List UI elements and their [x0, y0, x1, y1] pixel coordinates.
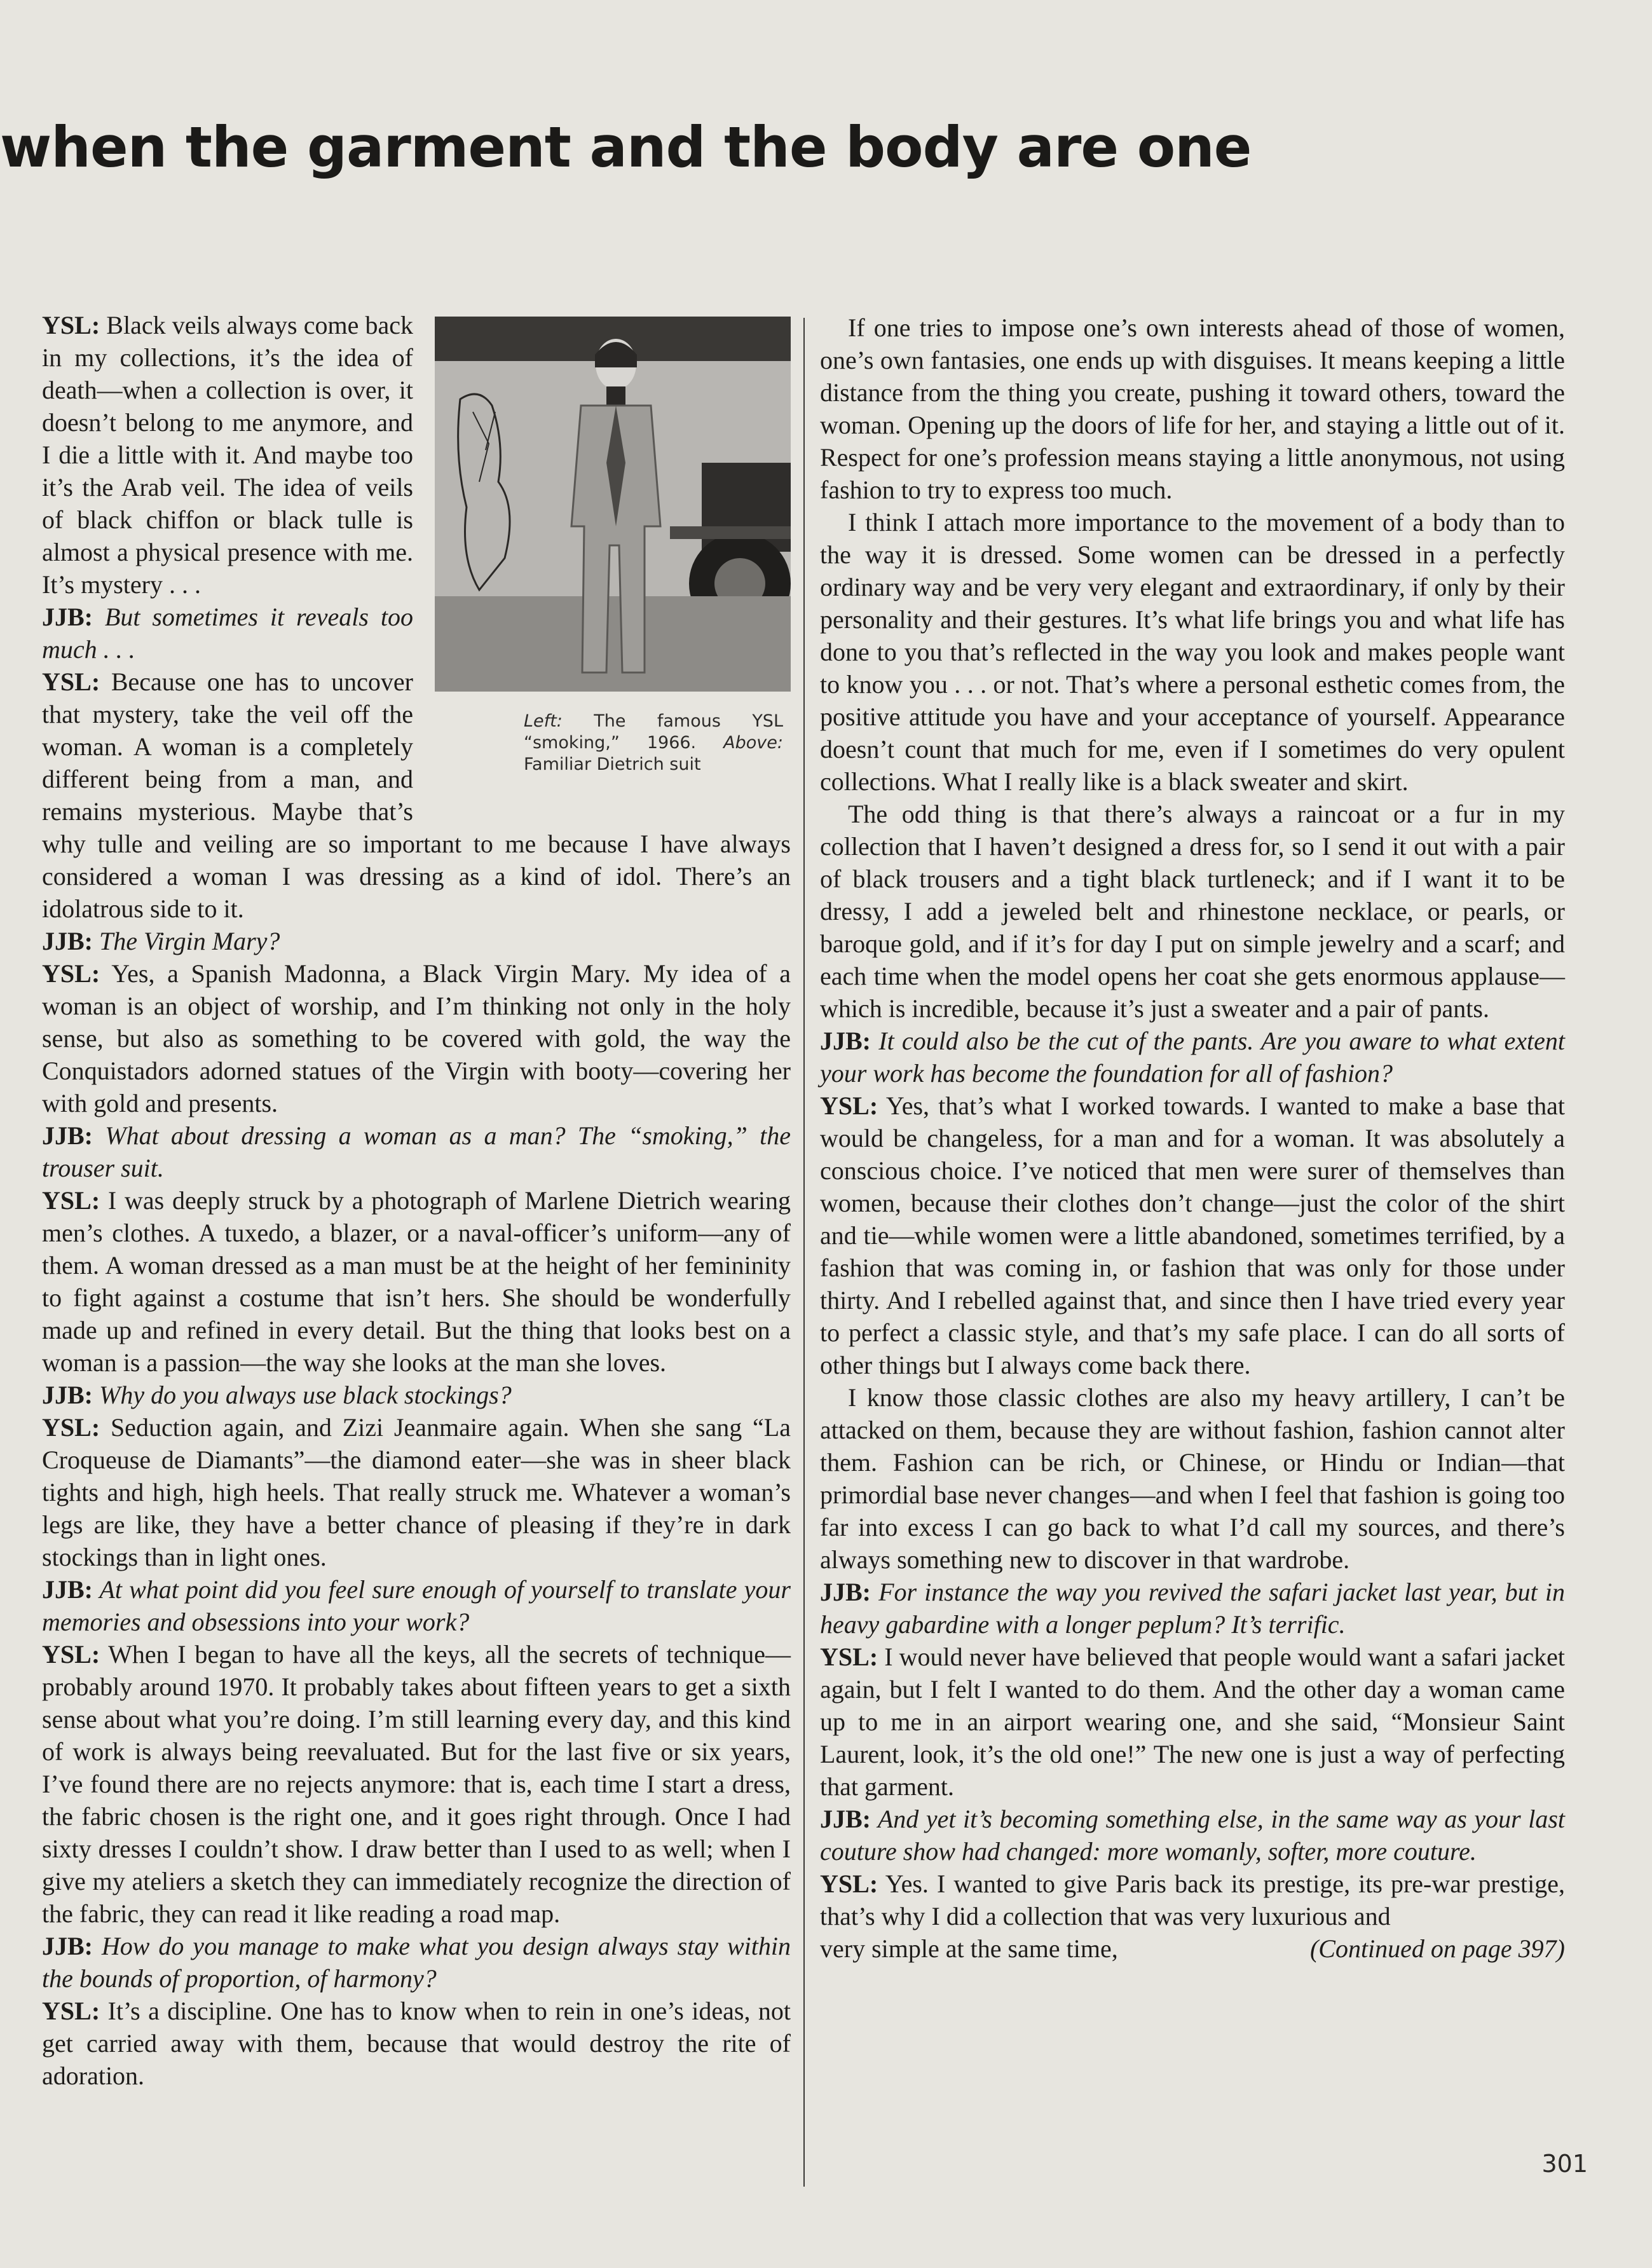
right-column	[820, 311, 1565, 1965]
paragraph	[42, 1184, 791, 1379]
paragraph	[820, 1641, 1565, 1803]
paragraph	[820, 506, 1565, 798]
question-text: At what point did you feel sure enough of yourself to translate your memories and obsessions into your work?	[42, 1575, 791, 1636]
left-column	[42, 309, 791, 2092]
speaker-label: YSL:	[42, 1640, 100, 1669]
speaker-label: YSL:	[42, 1186, 100, 1215]
speaker-label: YSL:	[42, 311, 100, 339]
speaker-label: YSL:	[42, 959, 100, 988]
column-divider	[803, 318, 805, 2187]
question-text: But sometimes it reveals too much . . .	[42, 603, 413, 664]
answer-text: Because one has to uncover that mystery, take the veil off the woman. A woman is a completely different being from a man, and remains mysterious. Maybe that’s why tulle and veiling are so important to me because I have always considered a woman I was dressing as a kind of idol. There’s an idolatrous side to it.	[42, 667, 791, 923]
paragraph	[42, 957, 791, 1119]
paragraph	[42, 1995, 791, 2092]
final-line	[820, 1932, 1565, 1965]
speaker-label: YSL:	[820, 1869, 878, 1898]
paragraph	[42, 925, 791, 957]
question-text: The Virgin Mary?	[93, 927, 280, 955]
speaker-label: JJB:	[42, 1381, 93, 1409]
answer-text: Yes, that’s what I worked towards. I wanted to make a base that would be changeless, for a man and for a woman. It was absolutely a conscious choice. I’ve noticed that men were surer of themselves than women, because their clothes don’t change—just the color of the shirt and tie—while women were a little abandoned, sometimes terrified, by a fashion that was coming in, or fashion that was only for those under thirty. And I rebelled against that, and since then I have tried every year to perfect a classic style, and that’s my safe place. I can do all sorts of other things but I always come back there.	[820, 1091, 1565, 1379]
speaker-label: JJB:	[42, 927, 93, 955]
paragraph	[820, 798, 1565, 1025]
photo-illustration	[435, 317, 791, 692]
speaker-label: JJB:	[820, 1027, 871, 1055]
answer-text: Yes, a Spanish Madonna, a Black Virgin Mary. My idea of a woman is an object of worship, and I’m thinking not only in the holy sense, but also as something to be covered with gold, the way the Conquistadors adorned statues of the Virgin with booty—covering her with gold and presents.	[42, 959, 791, 1117]
answer-text: I was deeply struck by a photograph of Marlene Dietrich wearing men’s clothes. A tuxedo, a blazer, or a naval-officer’s uniform—any of them. A woman dressed as a man must be at the height of her femininity to fight against a costume that isn’t hers. She should be wonderfully made up and refined in every detail. But the thing that looks best on a woman is a passion—the way she looks at the man she loves.	[42, 1186, 791, 1377]
paragraph	[42, 1930, 791, 1995]
question-text: And yet it’s becoming something else, in the same way as your last couture show had changed: more womanly, softer, more couture.	[820, 1805, 1565, 1866]
continued-note: (Continued on page 397)	[1309, 1934, 1565, 1963]
paragraph	[42, 1638, 791, 1930]
paragraph	[820, 1803, 1565, 1868]
answer-text: The odd thing is that there’s always a raincoat or a fur in my collection that I haven’t designed a dress for, so I send it out with a pair of black trousers and a tight black turtleneck; and if I want it to be dressy, I add a jeweled belt and rhinestone necklace, or pearls, or baroque gold, and if it’s for day I put on simple jewelry and a scarf; and each time when the model opens her coat she gets enormous applause—which is incredible, because it’s just a sweater and a pair of pants.	[820, 800, 1565, 1023]
paragraph	[42, 1379, 791, 1411]
question-text: Why do you always use black stockings?	[93, 1381, 512, 1409]
figure	[435, 317, 791, 796]
answer-text: I think I attach more importance to the movement of a body than to the way it is dressed. Some women can be dressed in a perfectly ordinary way and be very very elegant and extraordinary, if only by their personality and their gestures. It’s what life brings you and what life has done to you that’s reflected in the way you look and makes people want to know you . . . or not. That’s where a personal esthetic comes from, the positive attitude you have and your acceptance of yourself. Appearance doesn’t count that much for me, even if I sometimes do very opulent collections. What I really like is a black sweater and skirt.	[820, 508, 1565, 796]
paragraph	[42, 1573, 791, 1638]
paragraph	[820, 1868, 1565, 1932]
paragraph	[820, 1090, 1565, 1381]
question-text: What about dressing a woman as a man? The “smoking,” the trouser suit.	[42, 1121, 791, 1182]
question-text: For instance the way you revived the safari jacket last year, but in heavy gabardine with a longer peplum? It’s terrific.	[820, 1578, 1565, 1639]
speaker-label: JJB:	[42, 1121, 93, 1150]
speaker-label: JJB:	[42, 1575, 93, 1604]
answer-text: Seduction again, and Zizi Jeanmaire again. When she sang “La Croqueuse de Diamants”—the diamond eater—she was in sheer black tights and high, high heels. That really struck me. Whatever a woman’s legs are like, they have a better chance of pleasing if they’re in dark stockings than in light ones.	[42, 1413, 791, 1571]
answer-text: I would never have believed that people would want a safari jacket again, but I felt I wanted to do them. And the other day a woman came up to me in an airport wearing one, and she said, “Monsieur Saint Laurent, look, it’s the old one!” The new one is just a way of perfecting that garment.	[820, 1643, 1565, 1801]
last-line-text: very simple at the same time,	[820, 1934, 1118, 1963]
dietrich-photo	[435, 317, 791, 692]
paragraph	[820, 1576, 1565, 1641]
page-number: 301	[1541, 2150, 1588, 2178]
answer-text: When I began to have all the keys, all the secrets of technique—probably around 1970. It probably takes about fifteen years to get a sixth sense about what you’re doing. I’m still learning every day, and this kind of work is always being reevaluated. But for the last five or six years, I’ve found there are no rejects anymore: that is, each time I start a dress, the fabric chosen is the right one, and it goes right through. Once I had sixty dresses I couldn’t show. I draw better than I used to as well; when I give my ateliers a sketch they can immediately recognize the direction of the fabric, they can read it like reading a road map.	[42, 1640, 791, 1928]
question-text: How do you manage to make what you design always stay within the bounds of proportion, of harmony?	[42, 1932, 791, 1993]
speaker-label: YSL:	[42, 667, 100, 696]
question-text: It could also be the cut of the pants. Are you aware to what extent your work has become the foundation for all of fashion?	[820, 1027, 1565, 1088]
answer-text: Yes. I wanted to give Paris back its prestige, its pre-war prestige, that’s why I did a collection that was very luxurious and	[820, 1869, 1565, 1930]
answer-text: It’s a discipline. One has to know when to rein in one’s ideas, not get carried away with them, because that would destroy the rite of adoration.	[42, 1997, 791, 2090]
paragraph	[820, 1381, 1565, 1576]
headline: when the garment and the body are one	[0, 114, 1252, 180]
speaker-label: YSL:	[820, 1091, 878, 1120]
speaker-label: JJB:	[42, 1932, 93, 1960]
answer-text: I know those classic clothes are also my heavy artillery, I can’t be attacked on them, because they are without fashion, fashion cannot alter them. Fashion can be rich, or Chinese, or Hindu or Indian—that primordial base never changes—and when I feel that fashion is going too far into excess I can go back to what I’d call my sources, and there’s always something new to discover in that wardrobe.	[820, 1383, 1565, 1574]
paragraph	[820, 1025, 1565, 1090]
speaker-label: JJB:	[42, 603, 93, 631]
right-paragraphs	[820, 311, 1565, 1932]
speaker-label: YSL:	[820, 1643, 878, 1671]
figure-caption: Left: The famous YSL “smoking,” 1966. Above: Familiar Dietrich suit	[524, 711, 783, 774]
speaker-label: JJB:	[820, 1578, 871, 1606]
speaker-label: YSL:	[42, 1997, 100, 2025]
speaker-label: YSL:	[42, 1413, 100, 1442]
speaker-label: JJB:	[820, 1805, 871, 1833]
paragraph	[42, 1119, 791, 1184]
paragraph	[820, 311, 1565, 506]
paragraph	[42, 1411, 791, 1573]
answer-text: Black veils always come back in my collections, it’s the idea of death—when a collection is over, it doesn’t belong to me anymore, and I die a little with it. And maybe too it’s the Arab veil. The idea of veils of black chiffon or black tulle is almost a physical presence with me. It’s mystery . . .	[42, 311, 413, 599]
answer-text: If one tries to impose one’s own interests ahead of those of women, one’s own fantasies, one ends up with disguises. It means keeping a little distance from the thing you create, pushing it toward others, toward the woman. Opening up the doors of life for her, and staying a little out of it. Respect for one’s profession means staying a little anonymous, not using fashion to try to express too much.	[820, 313, 1565, 504]
